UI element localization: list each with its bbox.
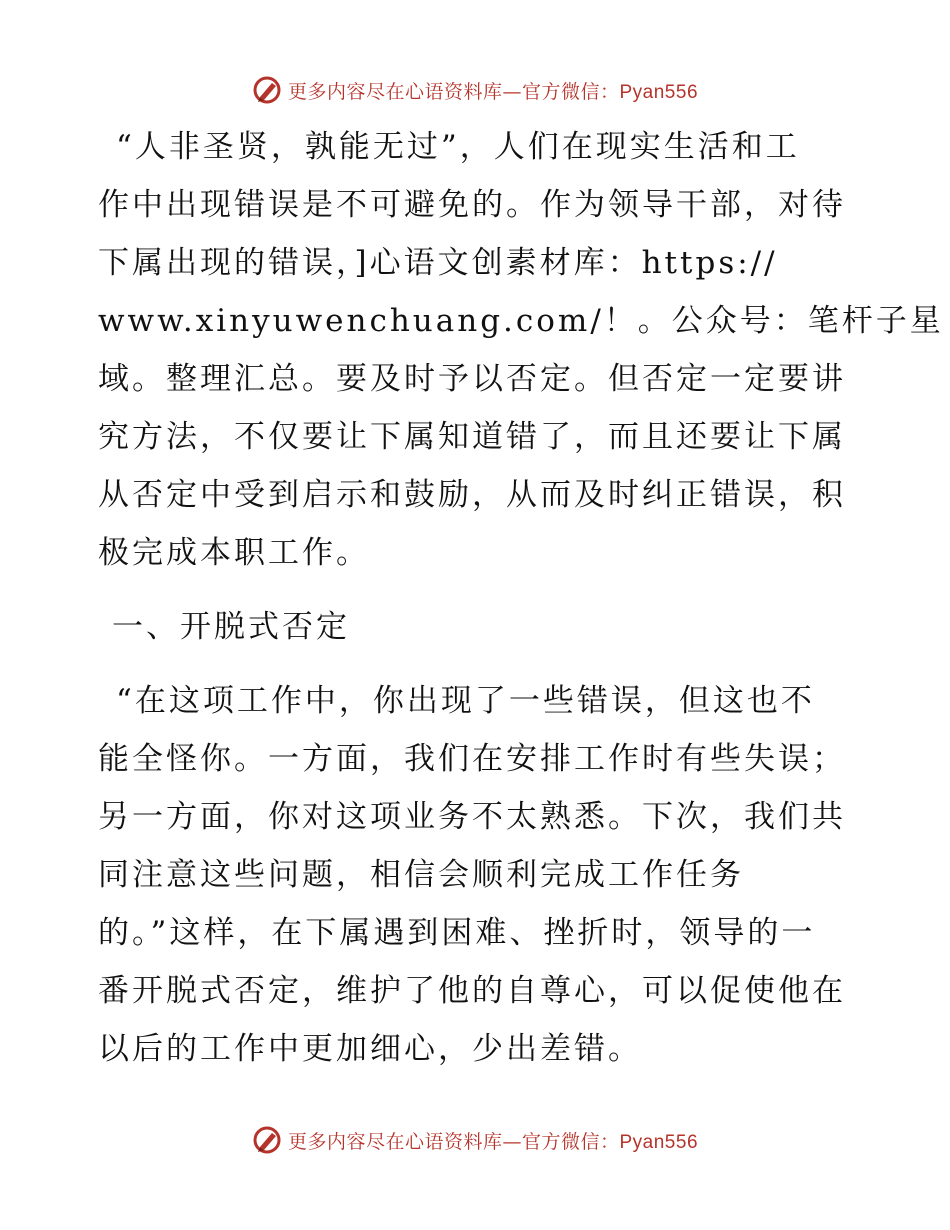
wechat-handle: Pyan556 <box>619 1131 699 1153</box>
wechat-label: 官方微信： <box>521 80 620 103</box>
header-banner-inner <box>252 75 698 105</box>
banner-separator: — <box>502 1130 522 1153</box>
wechat-label: 官方微信： <box>521 1130 620 1153</box>
text-line: www.xinyuwenchuang.com/！。公众号：笔杆子星 <box>98 303 944 339</box>
text-line: 以后的工作中更加细心，少出差错。 <box>98 1031 642 1067</box>
text-line: 能全怪你。一方面，我们在安排工作时有些失误； <box>98 741 846 777</box>
paragraph-section-one <box>98 672 850 1078</box>
section-heading: 一、开脱式否定 <box>112 609 350 645</box>
text-line: 下属出现的错误，]心语文创素材库：https:// <box>98 245 778 281</box>
wechat-handle: Pyan556 <box>619 81 699 103</box>
text-line: 同注意这些问题，相信会顺利完成工作任务 <box>98 857 744 893</box>
pen-logo-icon <box>252 75 282 105</box>
document-body <box>98 118 944 1078</box>
text-line: “在这项工作中，你出现了一些错误，但这也不 <box>116 683 815 719</box>
text-line: “人非圣贤，孰能无过”，人们在现实生活和工 <box>116 129 800 165</box>
paragraph-gap <box>98 656 850 672</box>
paragraph-gap <box>98 582 850 598</box>
header-banner-text <box>288 77 698 104</box>
text-line: 究方法，不仅要让下属知道错了，而且还要让下属 <box>98 419 846 455</box>
text-line: 另一方面，你对这项业务不太熟悉。下次，我们共 <box>98 799 846 835</box>
header-banner <box>0 70 950 110</box>
footer-banner-inner <box>252 1125 698 1155</box>
text-line: 极完成本职工作。 <box>98 535 370 571</box>
banner-separator: — <box>502 80 522 103</box>
library-text: 更多内容尽在心语资料库 <box>287 80 503 103</box>
text-line: 番开脱式否定，维护了他的自尊心，可以促使他在 <box>98 973 846 1009</box>
text-line: 作中出现错误是不可避免的。作为领导干部，对待 <box>98 187 846 223</box>
text-line: 域。整理汇总。要及时予以否定。但否定一定要讲 <box>98 361 846 397</box>
text-line: 从否定中受到启示和鼓励，从而及时纠正错误，积 <box>98 477 846 513</box>
footer-banner <box>0 1120 950 1160</box>
paragraph-intro <box>98 118 944 582</box>
pen-logo-icon <box>252 1125 282 1155</box>
text-line: 的。”这样，在下属遇到困难、挫折时，领导的一 <box>98 915 816 951</box>
library-text: 更多内容尽在心语资料库 <box>287 1130 503 1153</box>
footer-banner-text <box>288 1127 698 1154</box>
